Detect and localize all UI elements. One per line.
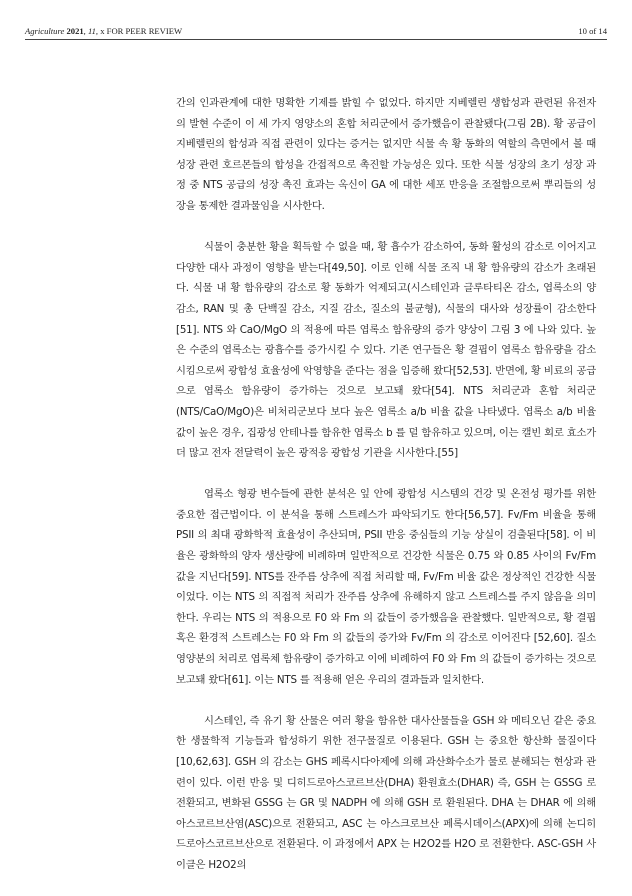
paragraph: 엽록소 형광 변수들에 관한 분석은 잎 안에 광합성 시스템의 건강 및 온전성 평가를 위한 중요한 접근법이다. 이 분석을 통해 스트레스가 파악되기도 한다[56,57]. Fv/Fm 비율을 통해 PSII 의 최대 광화학적 효율성이 추산되며, PSII 반응 중심들의 기능 상실이 검출된다[58]. 이 비율은 광화학의 양자 생산량에 비례하며 일반적으로 건강한 식물은 0.75 와 0.85 사이의 Fv/Fm 값을 지닌다[59]. NTS를 잔주름 상추에 직접 처리할 때, Fv/Fm 비율 값은 정상적인 건강한 식물이었다. 이는 NTS 의 직접적 처리가 잔주름 상추에 유해하지 않고 스트레스를 주지 않음을 의미한다. 우리는 NTS 의 적용으로 F0 와 Fm 의 값들이 증가했음을 관찰했다. 일반적으로, 황 결핍 혹은 환경적 스트레스는 F0 와 Fm 의 값들의 증가와 Fv/Fm 의 감소로 이어진다 [52,60]. 질소 영양분의 처리로 엽록체 함유량이 증가하고 이에 비례하여 F0 와 Fm 의 값들이 증가하는 것으로 보고돼 왔다[61]. 이는 NTS 를 적용해 얻은 우리의 결과들과 일치한다. xyxy=(176,488,596,686)
paragraph: 시스테인, 즉 유기 황 산물은 여러 황을 함유한 대사산물들을 GSH 와 메티오닌 같은 중요한 생물학적 기능들과 합성하기 위한 전구물질로 이용된다. GSH 는 중요한 항산화 물질이다 [10,62,63]. GSH 의 감소는 GHS 페록시다아제에 의해 과산화수소가 물로 분해되는 현상과 관련이 있다. 이런 반응 및 디히드로아스코르브산(DHA) 환원효소(DHAR) 즉, GSH 는 GSSG 로 전환되고, 변화된 GSSG 는 GR 및 NADPH 에 의해 GSH 로 환원된다. DHA 는 DHAR 에 의해 아스코르브산염(ASC)으로 전환되고, ASC 는 아스크로브산 페록시데이스(APX)에 의해 논디히드로아스코르브산으로 전환된다. 이 과정에서 APX 는 H2O2를 H2O 로 전환한다. ASC-GSH 사이클은 H2O2의 xyxy=(176,714,596,871)
paragraph: 식물이 충분한 황을 획득할 수 없을 때, 황 흡수가 감소하여, 동화 활성의 감소로 이어지고 다양한 대사 과정이 영향을 받는다[49,50]. 이로 인해 식물 조직 내 황 함유량의 감소가 초래된다. 식물 내 황 함유량의 감소로 황 동화가 억제되고(시스테인과 글루타티온 감소, 엽록소의 양 감소, RAN 및 총 단백질 감소, 지질 감소, 질소의 불균형), 식물의 대사와 성장률이 감소한다[51]. NTS 와 CaO/MgO 의 적용에 따른 엽록소 함유량의 증가 양상이 그림 3 에 나와 있다. 높은 수준의 엽록소는 광흡수를 증가시킬 수 있다. 기존 연구들은 황 결핍이 엽록소 함유량을 감소시킴으로써 광합성 효율성에 악영향을 준다는 점을 입증해 왔다[52,53]. 반면에, 황 비료의 공급으로 엽록소 함유량이 증가하는 것으로 보고돼 왔다[54]. NTS 처리군과 혼합 처리군(NTS/CaO/MgO)은 비처리군보다 보다 높은 엽록소 a/b 비율 값을 나타냈다. 엽록소 a/b 비율 값이 높은 경우, 집광성 안테나를 함유한 엽록소 b 를 덜 함유하고 있으며, 이는 캘빈 회로 효소가 더 많고 전자 전달력이 높은 광적응 광합성 기관을 시사한다.[55] xyxy=(176,241,596,460)
journal-name: Agriculture xyxy=(25,26,65,36)
journal-year: 2021 xyxy=(66,26,84,36)
body-text xyxy=(176,93,596,896)
paragraph: 간의 인과관계에 대한 명확한 기제를 밝힐 수 없었다. 하지만 지베렐린 생합성과 관련된 유전자의 발현 수준이 이 세 가지 영양소의 혼합 처리군에서 증가했음이 관찰됐다(그림 2B). 황 공급이 지베렐린의 합성과 직접 관련이 있다는 증거는 없지만 식물 속 황 동화의 역할의 측면에서 볼 때 성장 관련 호르몬들의 합성을 간접적으로 촉진할 가능성은 있다. 또한 식물 성장의 초기 성장 과정 중 NTS 공급의 성장 촉진 효과는 옥신이 GA 에 대한 세포 반응을 조절함으로써 뿌리들의 성장을 통제한 결과물임을 시사한다. xyxy=(176,97,596,212)
header-rule xyxy=(25,39,607,40)
journal-suffix: , x FOR PEER REVIEW xyxy=(95,26,183,36)
journal-volume: 11 xyxy=(87,26,96,36)
page-header xyxy=(25,22,607,36)
journal-citation: Agriculture 2021, 11, x FOR PEER REVIEW xyxy=(25,26,183,36)
page-number: 10 of 14 xyxy=(578,26,607,36)
